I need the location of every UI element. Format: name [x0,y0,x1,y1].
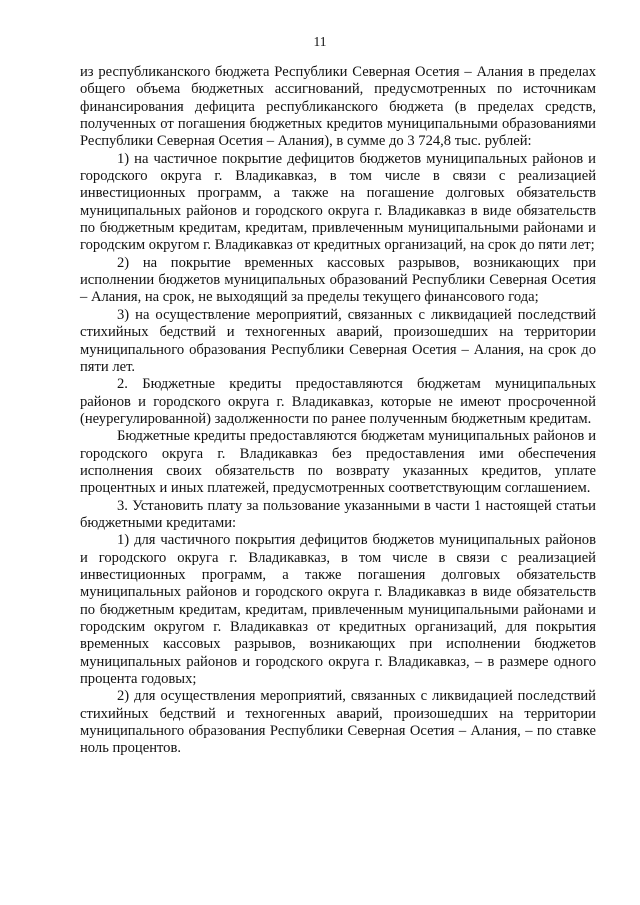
paragraph-item-1-deficit-coverage: 1) на частичное покрытие дефицитов бюджетов муниципальных районов и городского округа г. Владикавказ, в том числе в связи с реализацией инвестиционных программ, а также на погашение долговых обязательств муниципальных районов и городского округа г. Владикавказ в виде обязательств по бюджетным кредитам, кредитам, привлеченным муниципальными районами и городским округом г. Владикавказ от кредитных организаций, на срок до пяти лет; [80,150,596,254]
document-body [80,64,596,758]
page-number: 11 [313,34,327,49]
paragraph-part-3-fee: 3. Установить плату за пользование указанными в части 1 настоящей статьи бюджетными кредитами: [80,497,596,531]
paragraph-item-2-cash-gaps: 2) на покрытие временных кассовых разрывов, возникающих при исполнении бюджетов муниципальных образований Республики Северная Осетия – Алания, на срок, не выходящий за пределы текущего финансового года; [80,254,596,306]
paragraph-item-3-disaster-relief: 3) на осуществление мероприятий, связанных с ликвидацией последствий стихийных бедствий и техногенных аварий, произошедших на территории муниципального образования Республики Северная Осетия – Алания, на срок до пяти лет. [80,306,596,375]
paragraph-fee-item-2: 2) для осуществления мероприятий, связанных с ликвидацией последствий стихийных бедствий и техногенных аварий, произошедших на территории муниципального образования Республики Северная Осетия – Алания, – по ставке ноль процентов. [80,688,596,757]
paragraph-part-2-eligibility: 2. Бюджетные кредиты предоставляются бюджетам муниципальных районов и городского округа г. Владикавказ, которые не имеют просроченной (неурегулированной) задолженности по ранее полученным бюджетным кредитам. [80,376,596,427]
paragraph-fee-item-1: 1) для частичного покрытия дефицитов бюджетов муниципальных районов и городского округа г. Владикавказ, в том числе в связи с реализацией инвестиционных программ, а также погашения долговых обязательств муниципальных районов и городского округа г. Владикавказ в виде обязательств по бюджетным кредитам, кредитам, привлеченным муниципальными районами и городским округом г. Владикавказ от кредитных организаций, для покрытия временных кассовых разрывов, возникающих при исполнении бюджетов муниципальных районов и городского округа г. Владикавказ, – в размере одного процента годовых; [80,532,596,688]
paragraph-no-collateral: Бюджетные кредиты предоставляются бюджетам муниципальных районов и городского округа г. Владикавказ без предоставления ими обеспечения исполнения своих обязательств по возврату указанных кредитов, уплате процентных и иных платежей, предусмотренных соответствующим соглашением. [80,428,596,497]
paragraph-source-of-credits: из республиканского бюджета Республики Северная Осетия – Алания в пределах общего объема бюджетных ассигнований, предусмотренных по источникам финансирования дефицита республиканского бюджета (в пределах средств, полученных от погашения бюджетных кредитов муниципальными образованиями Республики Северная Осетия – Алания), в сумме до 3 724,8 тыс. рублей: [80,64,596,150]
